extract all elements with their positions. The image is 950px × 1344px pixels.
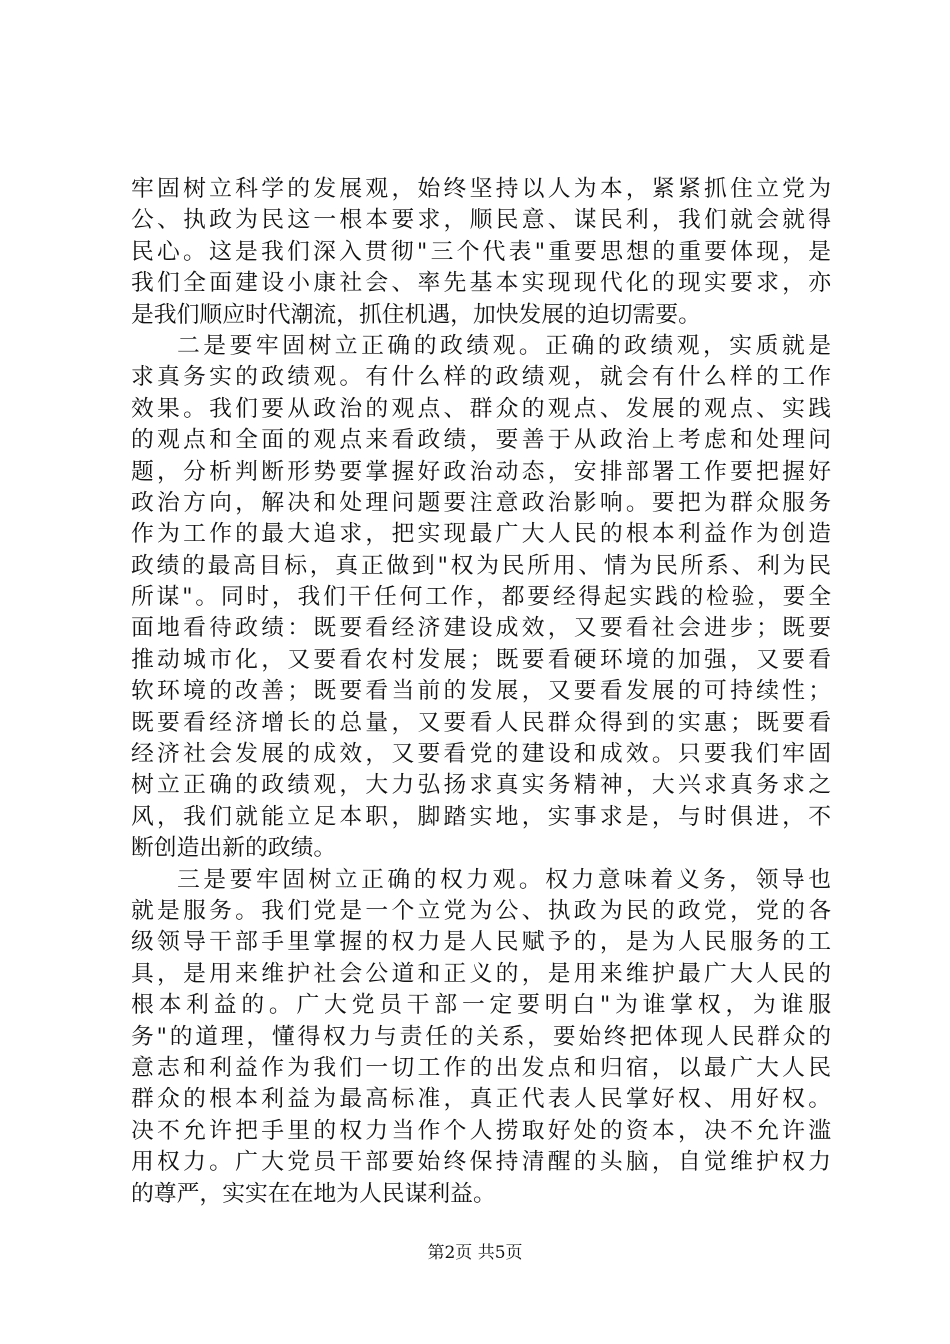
text-line: 求真务实的政绩观。有什么样的政绩观，就会有什么样的工作 — [131, 364, 831, 391]
text-line: 题，分析判断形势要掌握好政治动态，安排部署工作要把握好 — [131, 458, 831, 485]
text-line: 效果。我们要从政治的观点、群众的观点、发展的观点、实践 — [131, 395, 831, 422]
text-line: 牢固树立科学的发展观，始终坚持以人为本，紧紧抓住立党为 — [131, 176, 831, 202]
text-line: 的观点和全面的观点来看政绩，要善于从政治上考虑和处理问 — [131, 427, 831, 454]
text-line: 作为工作的最大追求，把实现最广大人民的根本利益作为创造 — [131, 521, 831, 548]
text-line: 推动城市化，又要看农村发展；既要看硬环境的加强，又要看 — [131, 646, 831, 673]
text-line: 树立正确的政绩观，大力弘扬求真实务精神，大兴求真务求之 — [131, 772, 831, 799]
text-line: 民心。这是我们深入贯彻"三个代表"重要思想的重要体现，是 — [131, 238, 831, 265]
text-line: 公、执政为民这一根本要求，顺民意、谋民利，我们就会就得 — [131, 207, 831, 234]
paragraph-start-line: 三是要牢固树立正确的权力观。权力意味着义务，领导也 — [177, 866, 831, 893]
page-number-footer: 第2页 共5页 — [427, 1243, 523, 1263]
text-line: 用权力。广大党员干部要始终保持清醒的头脑，自觉维护权力 — [131, 1149, 831, 1176]
body-text — [131, 174, 831, 1210]
text-line: 就是服务。我们党是一个立党为公、执政为民的政党，党的各 — [131, 897, 831, 924]
text-line: 具，是用来维护社会公道和正义的，是用来维护最广大人民的 — [131, 960, 831, 987]
text-line: 决不允许把手里的权力当作个人捞取好处的资本，决不允许滥 — [131, 1117, 831, 1144]
text-line: 的尊严，实实在在地为人民谋利益。 — [131, 1180, 496, 1207]
text-line: 面地看待政绩：既要看经济建设成效，又要看社会进步；既要 — [131, 615, 831, 642]
text-line: 断创造出新的政绩。 — [131, 835, 337, 862]
text-line: 务"的道理，懂得权力与责任的关系，要始终把体现人民群众的 — [131, 1023, 831, 1050]
text-line: 经济社会发展的成效，又要看党的建设和成效。只要我们牢固 — [131, 741, 831, 768]
text-line: 政绩的最高目标，真正做到"权为民所用、情为民所系、利为民 — [131, 552, 831, 579]
text-line: 我们全面建设小康社会、率先基本实现现代化的现实要求，亦 — [131, 270, 831, 297]
text-line: 政治方向，解决和处理问题要注意政治影响。要把为群众服务 — [131, 489, 831, 516]
text-line: 意志和利益作为我们一切工作的出发点和归宿，以最广大人民 — [131, 1054, 831, 1081]
text-line: 根本利益的。广大党员干部一定要明白"为谁掌权，为谁服 — [131, 992, 831, 1019]
text-line: 是我们顺应时代潮流，抓住机遇，加快发展的迫切需要。 — [131, 301, 701, 328]
text-line: 既要看经济增长的总量，又要看人民群众得到的实惠；既要看 — [131, 709, 831, 736]
text-line: 风，我们就能立足本职，脚踏实地，实事求是，与时俱进，不 — [131, 803, 831, 830]
text-line: 所谋"。同时，我们干任何工作，都要经得起实践的检验，要全 — [131, 584, 831, 611]
paragraph-start-line: 二是要牢固树立正确的政绩观。正确的政绩观，实质就是 — [177, 332, 831, 359]
text-line: 群众的根本利益为最高标准，真正代表人民掌好权、用好权。 — [131, 1086, 831, 1113]
text-line: 软环境的改善；既要看当前的发展，又要看发展的可持续性； — [131, 678, 831, 705]
text-line: 级领导干部手里掌握的权力是人民赋予的，是为人民服务的工 — [131, 929, 831, 956]
